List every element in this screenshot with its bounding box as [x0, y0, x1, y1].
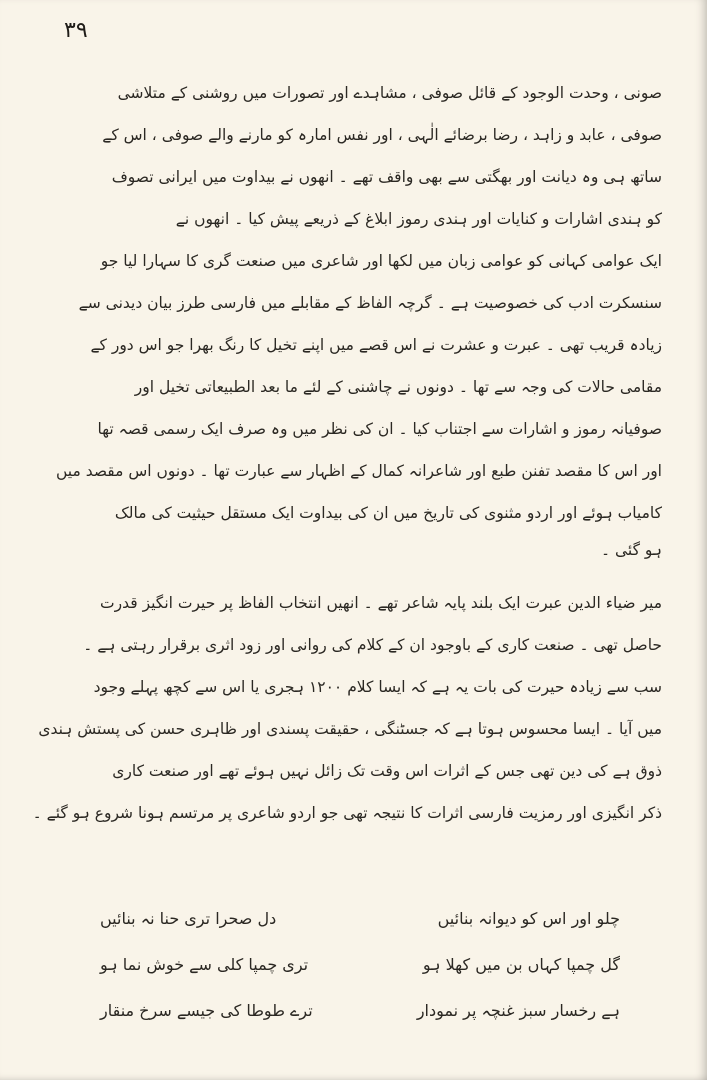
paragraph-line: میں آیا ۔ ایسا محسوس ہوتا ہے کہ جسٹنگی ، حقیقت پسندی اور ظاہری حسن کی پستش ہندی — [38, 719, 662, 738]
paragraph-line: کو ہندی اشارات و کنایات اور ہندی رموز ابلاغ کے ذریعے پیش کیا ۔ انھوں نے — [175, 209, 662, 228]
body-text — [32, 72, 662, 834]
verse-couplet — [100, 895, 620, 941]
verse-couplet — [100, 987, 620, 1033]
paragraph-line: ہو گئی ۔ — [600, 540, 662, 559]
paragraph-line: مقامی حالات کی وجہ سے تھا ۔ دونوں نے چاشنی کے لئے ما بعد الطبیعاتی تخیل اور — [134, 377, 662, 396]
paragraph-line: ساتھ ہی وہ دیانت اور بھگتی سے بھی واقف تھے ۔ انھوں نے بیداوت میں ایرانی تصوف — [111, 167, 662, 186]
paragraph-line: اور اس کا مقصد تفنن طبع اور شاعرانہ کمال کے اظہار سے عبارت تھا ۔ دونوں اس مقصد میں — [56, 461, 662, 480]
verse-second-hemistich: دل صحرا تری حنا نہ بنائیں — [100, 908, 277, 928]
paragraph-line: سنسکرت ادب کی خصوصیت ہے ۔ گرچہ الفاظ کے مقابلے میں فارسی طرز بیان دیدنی سے — [78, 293, 662, 312]
verse-second-hemistich: تری چمپا کلی سے خوش نما ہو — [100, 954, 309, 974]
verse-block — [100, 895, 620, 1033]
page-number: ۳۹ — [64, 18, 88, 43]
paragraph-line: حاصل تھی ۔ صنعت کاری کے باوجود ان کے کلام کی روانی اور زود اثری برقرار رہتی ہے ۔ — [83, 635, 662, 654]
paragraph-line: صونی ، وحدت الوجود کے قائل صوفی ، مشاہدے اور تصورات میں روشنی کے متلاشی — [117, 83, 662, 102]
paragraph-line: کامیاب ہوئے اور اردو مثنوی کی تاریخ میں ان کی بیداوت ایک مستقل حیثیت کی مالک — [114, 503, 662, 522]
verse-first-hemistich: ہے رخسار سبز غنچہ پر نمودار — [416, 1000, 620, 1020]
paragraph-line: ذوق ہے کی دین تھی جس کے اثرات اس وقت تک زائل نہیں ہوئے تھے اور صنعت کاری — [112, 761, 662, 780]
paragraph-line: زیادہ قریب تھی ۔ عبرت و عشرت نے اس قصے میں اپنے تخیل کا رنگ بھرا جو اس دور کے — [90, 335, 662, 354]
paragraph-line: ایک عوامی کہانی کو عوامی زبان میں لکھا اور شاعری میں صنعت گری کا سہارا لیا جو — [100, 251, 662, 270]
paragraph-line: صوفی ، عابد و زاہد ، رضا برضائے الٰہی ، اور نفس امارہ کو مارنے والے صوفی ، اس کے — [102, 125, 662, 144]
verse-second-hemistich: ترے طوطا کی جیسے سرخ منقار — [100, 1000, 313, 1020]
paragraph-line: سب سے زیادہ حیرت کی بات یہ ہے کہ ایسا کلام ۱۲۰۰ ہجری یا اس سے کچھ پہلے وجود — [93, 677, 662, 696]
paragraph-line: میر ضیاء الدین عبرت ایک بلند پایہ شاعر تھے ۔ انھیں انتخاب الفاظ پر حیرت انگیز قدرت — [100, 593, 662, 612]
verse-first-hemistich: گل چمپا کہاں بن میں کھلا ہو — [422, 954, 620, 974]
paragraph-line: ذکر انگیزی اور رمزیت فارسی اثرات کا نتیجہ تھی جو اردو شاعری پر مرتسم ہونا شروع ہو گئے ۔ — [32, 803, 662, 822]
verse-couplet — [100, 941, 620, 987]
verse-first-hemistich: چلو اور اس کو دیوانہ بنائیں — [437, 908, 620, 928]
paragraph-line: صوفیانہ رموز و اشارات سے اجتناب کیا ۔ ان کی نظر میں وہ صرف ایک رسمی قصہ تھا — [97, 419, 662, 438]
